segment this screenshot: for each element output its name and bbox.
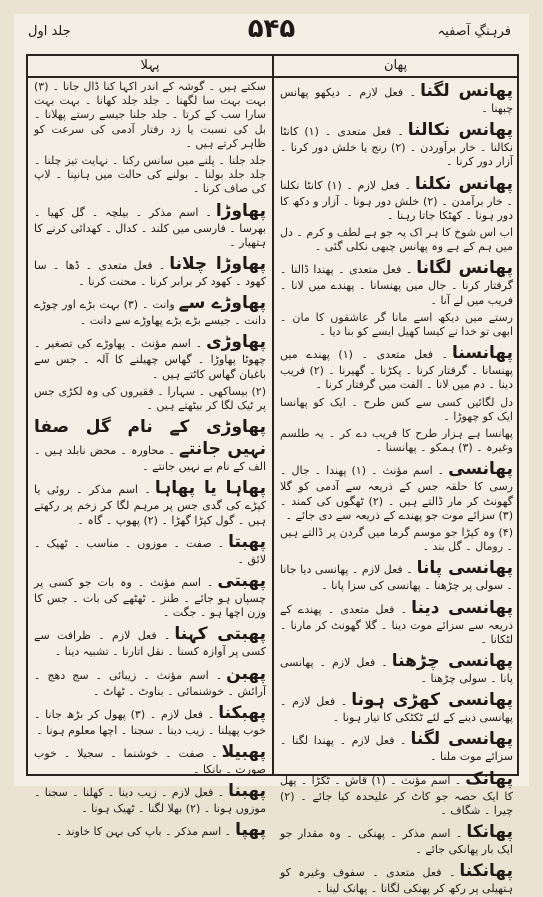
dictionary-entry xyxy=(280,427,513,455)
entry-headword: پھبتی کہنا xyxy=(174,624,266,645)
text-frame xyxy=(26,54,519,896)
dictionary-entry xyxy=(280,119,513,169)
volume-label: جلد اول xyxy=(28,24,71,39)
entry-headword: پھانکنا xyxy=(459,861,513,882)
entry-headword: پھانسنا xyxy=(452,343,513,364)
entry-definition: ۔ فعل متعدی ۔ (۱) کانٹا نکالنا ۔ خار برآوردن ۔ (۲) رنج یا خلش دور کرنا ۔ آزار دور کرنا ۔ xyxy=(280,125,513,169)
entry-headword: پھاوڑا چلانا xyxy=(169,254,266,275)
dictionary-entry xyxy=(280,860,513,896)
entry-definition: ۔ فعل لازم ۔ (۳) پھول کر بڑھ جانا ۔ خوب پھیلنا ۔ زیب دینا ۔ سجنا ۔ اچھا معلوم ہونا ۔ xyxy=(34,707,266,737)
entry-headword: پھانس نکلنا xyxy=(414,173,514,194)
dictionary-entry xyxy=(280,728,513,764)
entry-headword: پھانسی کھڑی ہونا xyxy=(351,690,514,711)
entry-definition: پھانسا ہے ہزار طرح کا فریب دے کر ۔ یہ طلسم وغیرہ ۔ (۳) ہمکو ۔ پھانسنا ۔ xyxy=(280,427,513,455)
dictionary-entry xyxy=(34,253,266,289)
entry-definition: ۔ اسم مؤنث ۔ (۱) قاش ۔ ٹکڑا ۔ پھل کا ایک حصہ جو کاٹ کر علیحدہ کیا جائے ۔ (۲) چیرا ۔ شگاف ۔ xyxy=(280,773,513,817)
entry-definition: رستے میں دیکھ اسے مانا گر عاشقوں کا مان ۔ ابھی تو خدا نے کیسا کھیل ایسے کو بنا دیا ۔ xyxy=(280,310,513,339)
entry-headword: پھانک xyxy=(465,768,513,789)
dictionary-entry xyxy=(34,819,266,841)
dictionary-entry xyxy=(34,416,266,474)
entry-headword: پھانسی پانا xyxy=(416,558,513,579)
dictionary-entry xyxy=(280,80,513,116)
dictionary-entry xyxy=(280,557,513,593)
entry-headword: پھاہا یا پھاہا xyxy=(154,478,266,499)
dictionary-entry xyxy=(280,342,513,392)
dictionary-entry xyxy=(34,623,266,659)
column-divider xyxy=(272,56,274,774)
entry-headword: پھانسی xyxy=(448,459,513,480)
entry-headword: پھاوڑی کے نام گل صفا نہیں جانتے xyxy=(34,417,266,460)
entry-definition: ۔ فعل متعدی ۔ ڈھا ۔ سا کھود ۔ کھود کر برابر کرنا ۔ محنت کرنا ۔ xyxy=(34,259,266,289)
entry-definition: وانت ۔ (۳) بہت بڑے اور چوڑے دانت ۔ جیسے بڑے بڑے پھاوڑے سے دانت ۔ xyxy=(34,298,266,328)
entry-definition: ۔ اسم مذکر ۔ بیلچہ ۔ گل کھیا ۔ بھرسا ۔ فارسی میں کلند ۔ کدال ۔ کھدائی کرنے کا ہتھیار ۔ xyxy=(34,205,266,249)
entry-definition: (۴) وہ کپڑا جو موسم گرما میں گردن پر ڈالتے ہیں ۔ رومال ۔ گل بند ۔ xyxy=(280,526,513,554)
dictionary-entry xyxy=(280,650,513,686)
dictionary-entry xyxy=(34,531,266,567)
entry-definition: ۔ صفت ۔ خوشنما ۔ سجیلا ۔ خوب صورت ۔ بانکا ۔ xyxy=(34,747,266,777)
entry-headword: پھانس لگنا xyxy=(420,81,513,101)
entry-definition: ۔ اسم مؤنث ۔ (۱) پھندا ۔ جال ۔ رسی کا حلقہ جس کے ذریعہ سے آدمی کو گلا گھونٹ کر مار ڈالتے ہیں ۔ (۲) ٹھگوں کی کمند ۔ (۳) سزائے موت جو پھندے کے ذریعہ سے دی جائے ۔ xyxy=(280,464,513,522)
entry-headword: پھانکا xyxy=(466,822,513,843)
entry-headword: پھبتی xyxy=(217,571,266,592)
entry-headword: پھبتا xyxy=(228,531,266,552)
entry-headword: پھاوڑے سے xyxy=(178,293,266,314)
entry-headword: پھانس لگانا xyxy=(416,258,513,279)
dictionary-entry xyxy=(280,311,513,339)
right-column-heading: پھان xyxy=(274,56,517,78)
entry-definition: اب اس شوخ کا ہر اک پہ جو ہے لطف و کرم ۔ دل میں ہم کے ہے وہ پھانس چبھی نکلی گئی ۔ xyxy=(280,226,513,254)
entry-definition: جلد جلنا ۔ پلنے میں سانس رکنا ۔ نہایت تیز چلنا ۔ جلد جلد بولنا ۔ بولنے کی حالت میں ہانپنا ۔ لاپ کی صاف کرنا ۔ xyxy=(34,154,266,196)
dictionary-entry xyxy=(34,702,266,738)
entry-headword: پھبنا xyxy=(228,781,266,802)
dictionary-entry xyxy=(34,780,266,816)
dictionary-entry xyxy=(34,385,266,413)
left-column-heading: پہلا xyxy=(28,56,272,78)
book-title: فرہنگِ آصفیہ xyxy=(437,24,511,39)
dictionary-entry xyxy=(280,226,513,254)
page-number: ۵۴۵ xyxy=(247,14,296,44)
dictionary-entry xyxy=(280,458,513,523)
left-column xyxy=(34,80,266,841)
entry-headword: پھانس نکالنا xyxy=(407,120,514,141)
dictionary-entry xyxy=(280,689,513,725)
entry-headword: پھاوڑی xyxy=(206,332,266,353)
entry-definition: ۔ فعل لازم ۔ زیب دینا ۔ کھلنا ۔ سجنا ۔ موزوں ہونا ۔ (۲) بھلا لگنا ۔ ٹھیک ہونا ۔ xyxy=(34,786,266,816)
entry-headword: پھبن xyxy=(226,663,266,684)
dictionary-entry xyxy=(280,768,513,818)
dictionary-entry xyxy=(34,477,266,527)
dictionary-entry xyxy=(34,200,266,250)
entry-definition: ۔ اسم مذکر ۔ باپ کی بہن کا خاوند ۔ xyxy=(55,825,232,839)
entry-definition: ۔ محاورہ ۔ محض نابلد ہیں ۔ الف کے نام بے نہیں جانتے ۔ xyxy=(34,444,266,474)
entry-headword: پھاوڑا xyxy=(215,200,266,221)
entry-definition: ۔ فعل لازم ۔ پھندا لگنا ۔ سزائے موت ملنا ۔ xyxy=(280,734,513,764)
entry-definition: ۔ فعل لازم ۔ پھانسی دینے کے لئے ٹکٹکی کا تیار ہونا ۔ xyxy=(280,695,513,725)
dictionary-entry xyxy=(34,570,266,620)
entry-definition: ۔ فعل لازم ۔ پھانسی پانا ۔ سولی چڑھنا ۔ xyxy=(280,656,513,686)
dictionary-entry xyxy=(34,663,266,699)
dictionary-entry xyxy=(34,331,266,381)
page-header xyxy=(14,14,529,54)
dictionary-entry xyxy=(280,396,513,424)
entry-definition: ۔ صفت ۔ موزوں ۔ مناسب ۔ ٹھیک ۔ لائق ۔ xyxy=(34,536,266,566)
entry-definition: ۔ فعل متعدی ۔ سفوف وغیرہ کو ہتھیلی پر رکھ کر پھنکی لگانا ۔ پھانک لینا ۔ xyxy=(280,866,513,896)
entry-definition: ۔ اسم مؤنث ۔ پھاوڑے کی تصغیر ۔ چھوٹا پھاوڑا ۔ گھاس چھیلنے کا آلہ ۔ جس سے باغبان گھاس کاٹتے ہیں ۔ xyxy=(34,337,266,381)
entry-headword: پھانسی دینا xyxy=(411,597,513,618)
entry-definition: ۔ فعل لازم ۔ (۱) کانٹا نکلنا ۔ خار برآمدن ۔ (۲) خلش دور ہونا ۔ آزار و دکھ کا دور ہونا ۔ کھٹکا جاتا رہنا ۔ xyxy=(280,178,513,222)
entry-definition: ۔ فعل متعدی ۔ پھندے کے ذریعہ سے سزائے موت دینا ۔ گلا گھونٹ کر مارنا ۔ لٹکانا ۔ xyxy=(280,602,513,646)
entry-headword: پھبکنا xyxy=(218,702,266,723)
entry-definition: دل لگائیں کسی سے کس طرح ۔ ایک کو پھانسا ایک کو چھوڑا ۔ xyxy=(280,395,513,423)
entry-definition: سکتے ہیں ۔ گوشہ کے اندر اکہا کنا ڈال جانا ۔ (۳) بہت بہت سا لگھنا ۔ جلد جلد کھانا ۔ بہت بہت سارا سب کے کرتا ۔ جلد جلنا جیسے رستے پھلانا ۔ بل کی نسبت یا زد رفتار آدمی کی سرعت کو ظاہر کرتے ہیں ۔ xyxy=(34,80,266,150)
dictionary-entry xyxy=(280,821,513,857)
dictionary-entry xyxy=(280,597,513,647)
dictionary-entry xyxy=(34,292,266,328)
entry-headword: پھانسی چڑھنا xyxy=(391,651,513,672)
entry-definition: ۔ فعل لازم ۔ دیکھو پھانس چبھنا ۔ xyxy=(280,86,513,115)
dictionary-entry xyxy=(34,154,266,197)
entry-definition: ۔ اسم مؤنث ۔ وہ بات جو کسی پر چسپاں ہو جائے ۔ طنز ۔ ٹھٹھے کی بات ۔ جس کا وزن اچھا ہو ۔ جگت ۔ xyxy=(34,576,266,620)
dictionary-entry xyxy=(34,80,266,151)
dictionary-entry xyxy=(280,526,513,554)
entry-definition: ۔ اسم مذکر ۔ روئی یا کپڑے کی گدی جس پر مرہم لگا کر زخم پر رکھتے ہیں ۔ گول کپڑا گھڑا ۔ (۲) پھوپ ۔ گاہ ۔ xyxy=(34,483,266,527)
entry-definition: ۔ فعل لازم ۔ ظرافت سے کسی پر آوازہ کسنا ۔ نقل اتارنا ۔ تشبیہ دینا ۔ xyxy=(34,629,266,659)
dictionary-entry xyxy=(34,741,266,777)
entry-definition: ۔ فعل متعدی ۔ پھندا ڈالنا ۔ گرفتار کرنا ۔ جال میں پھنسانا ۔ پھندے میں لانا ۔ فریب میں لے آنا ۔ xyxy=(280,263,513,307)
entry-definition: ۔ فعل متعدی ۔ (۱) پھندے میں پھنسانا ۔ گرفتار کرنا ۔ پکڑنا ۔ گھیرنا ۔ (۲) فریب دینا ۔ دم میں لانا ۔ الفت میں گرفتار کرنا ۔ xyxy=(280,348,513,392)
dictionary-entry xyxy=(280,257,513,307)
entry-headword: پھانسی لگنا xyxy=(410,729,513,750)
entry-definition: (۲) بیساکھی ۔ سہارا ۔ فقیروں کی وہ لکڑی جس پر ٹیک لگا کر بیٹھتے ہیں ۔ xyxy=(34,384,266,413)
entry-definition: ۔ اسم مؤنث ۔ زیبائی ۔ سج دھج ۔ آرائش ۔ خوشنمائی ۔ بناوٹ ۔ ٹھاٹ ۔ xyxy=(34,668,266,698)
right-column xyxy=(280,80,514,896)
entry-definition: ۔ فعل لازم ۔ پھانسی دیا جانا ۔ سولی پر چڑھنا ۔ پھانسی کی سزا پانا ۔ xyxy=(280,563,513,593)
entry-headword: پھبیلا xyxy=(221,742,266,763)
entry-definition: ۔ اسم مذکر ۔ پھنکی ۔ وہ مقدار جو ایک بار پھانکی جائے ۔ xyxy=(280,827,513,857)
entry-headword: پھپا xyxy=(235,820,266,841)
dictionary-page xyxy=(14,14,529,896)
dictionary-entry xyxy=(280,173,513,223)
